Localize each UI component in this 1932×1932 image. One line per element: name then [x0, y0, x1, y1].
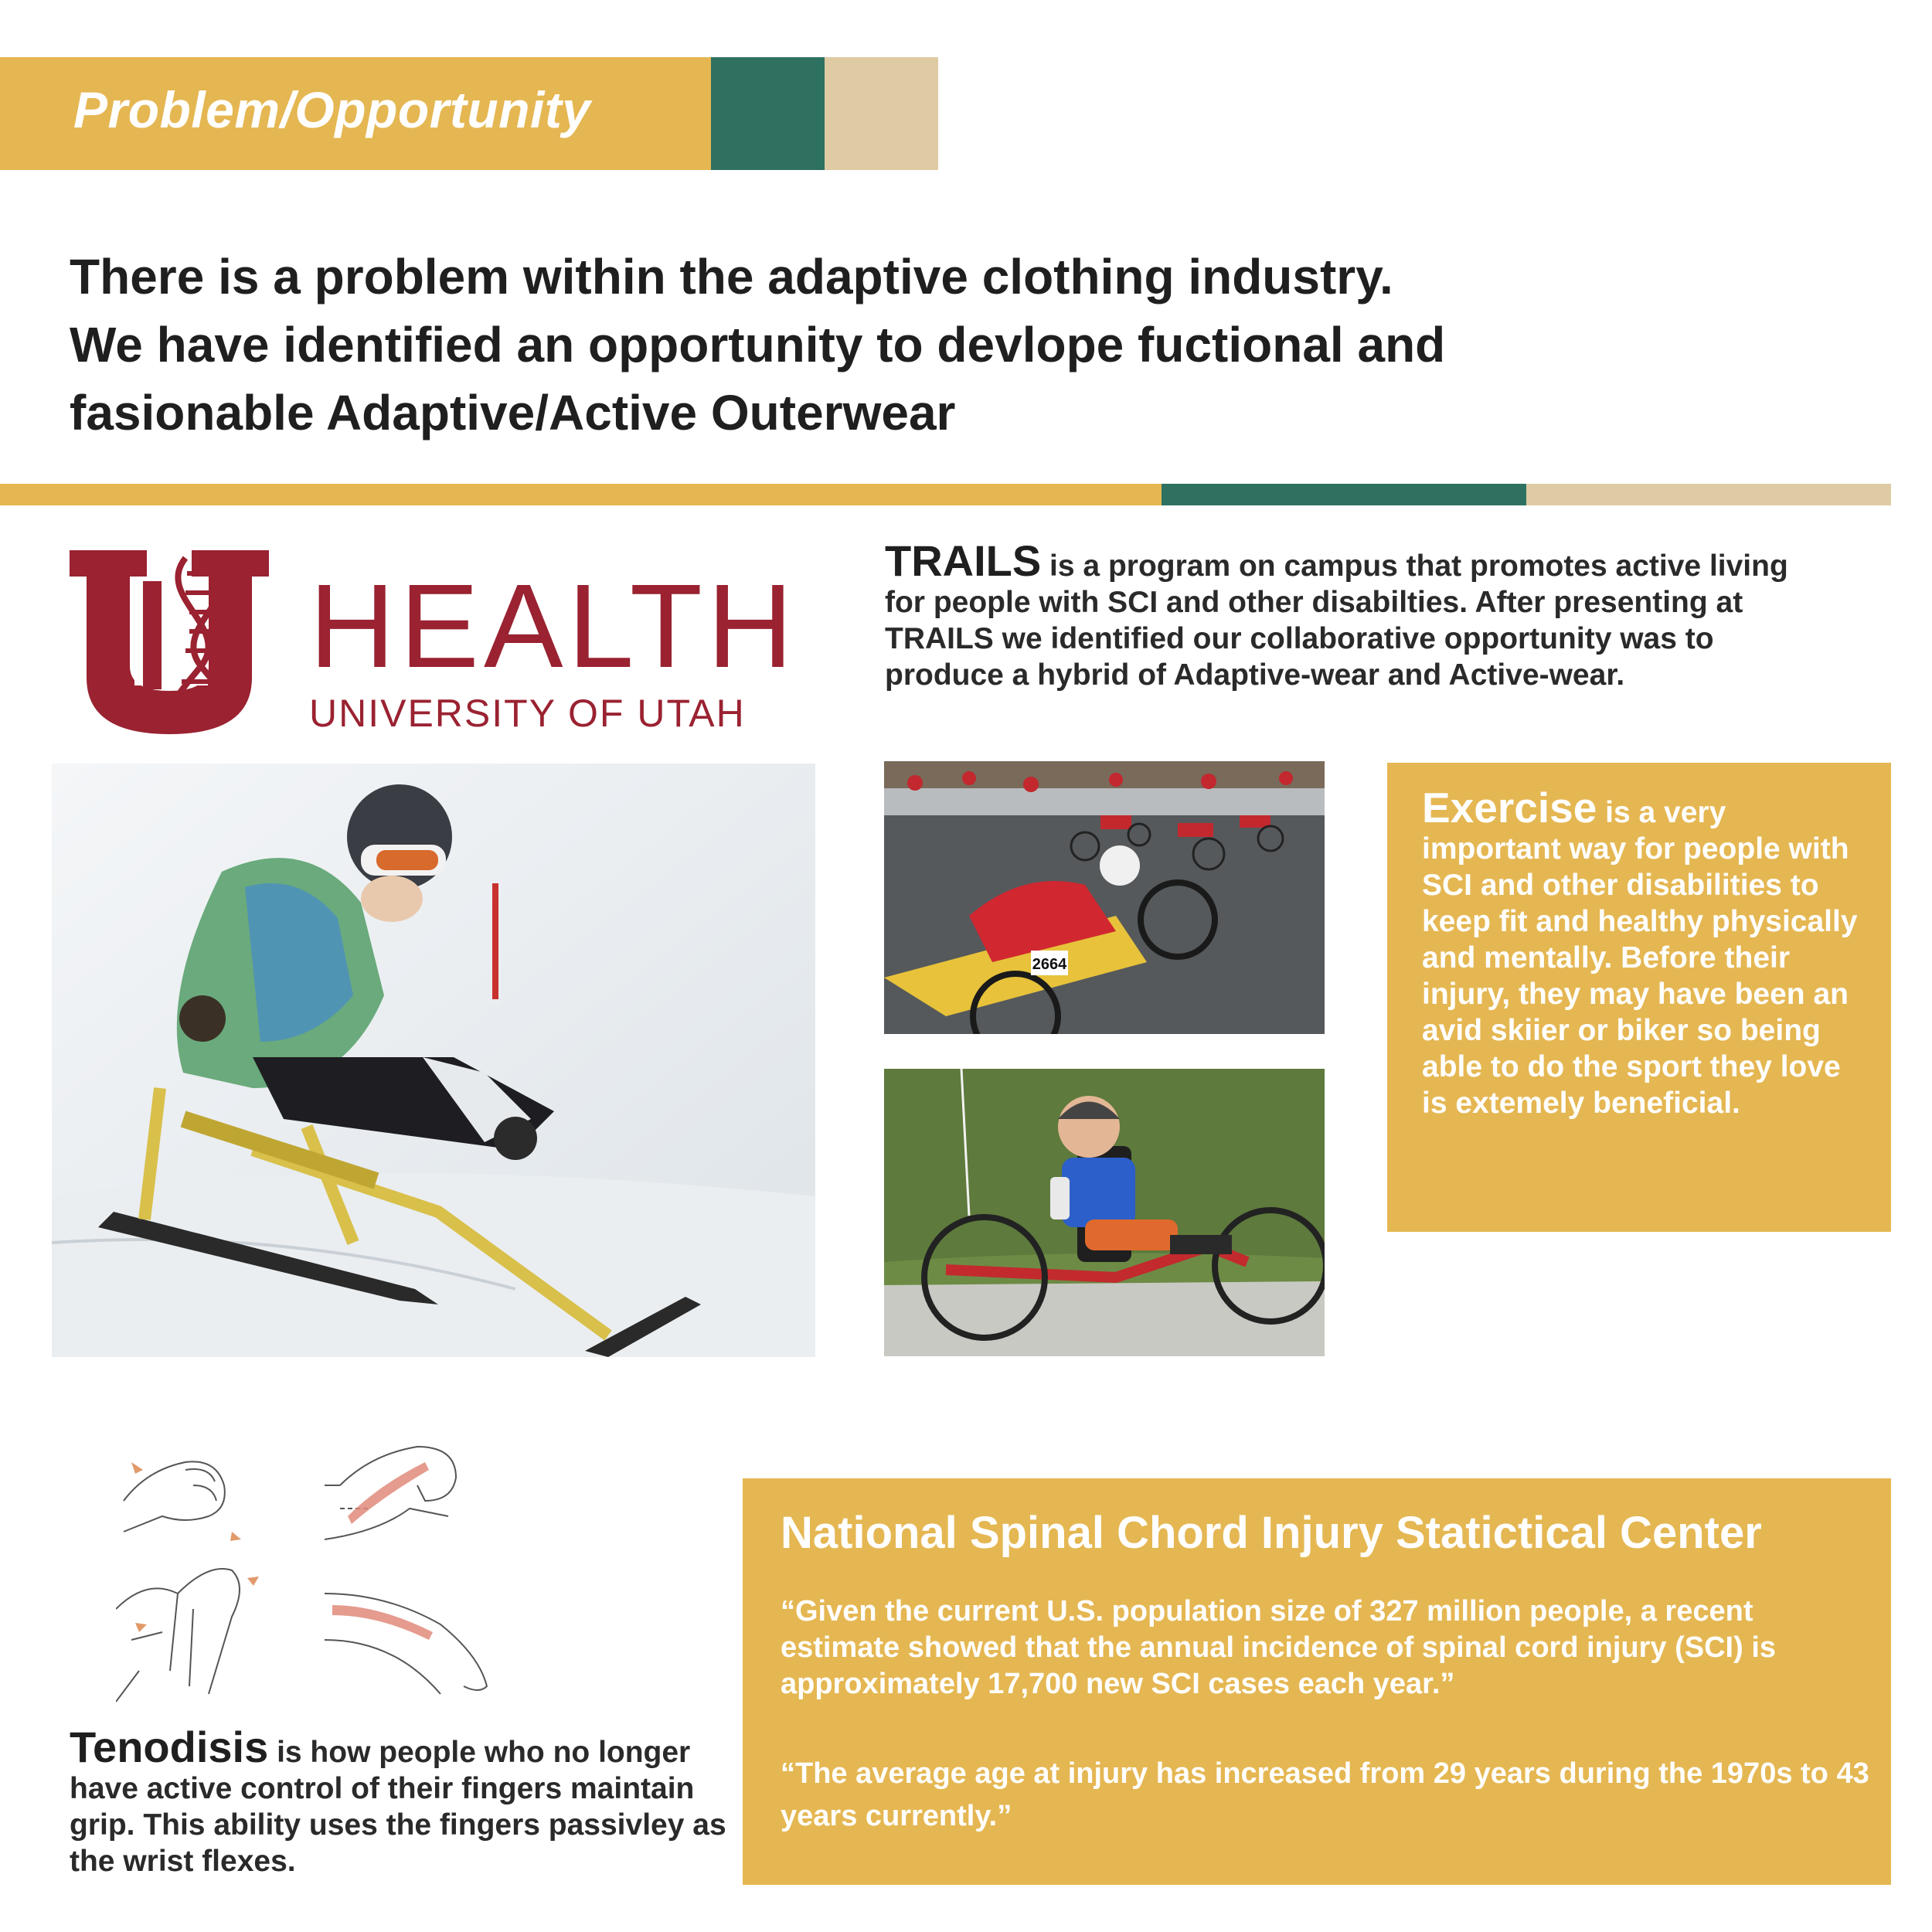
race-bib-number: 2664 — [1032, 956, 1067, 973]
trails-body: is a program on campus that promotes active living for people with SCI and other disabilties. After presenting at TRAILS we identified our collaborative opportunity was to produce a hybrid of Adaptive-wear and Active-wear. — [885, 549, 1788, 692]
exercise-paragraph — [1422, 784, 1870, 1121]
banner-green-block — [711, 57, 825, 170]
tenodesis-hand-diagrams — [116, 1439, 580, 1717]
stats-quote-2: “The average age at injury has increased from 29 years during the 1970s to 43 years currently.” — [781, 1757, 1869, 1832]
divider-gold — [0, 484, 1162, 505]
tenodisis-body: is how people who no longer have active control of their fingers maintain grip. This ability uses the fingers passivley as the wrist flexes. — [70, 1736, 726, 1878]
trails-lead: TRAILS — [885, 536, 1042, 585]
headline-line-2: We have identified an opportunity to devlope fuctional and — [70, 317, 1446, 372]
logo-health-text: HEALTH — [309, 560, 798, 692]
headline-line-3: fasionable Adaptive/Active Outerwear — [70, 385, 956, 440]
tenodisis-paragraph — [70, 1723, 734, 1879]
sit-ski-photo — [52, 764, 815, 1357]
exercise-lead: Exercise — [1422, 784, 1597, 832]
stats-title: National Spinal Chord Injury Statictical Center — [781, 1508, 1762, 1558]
kid-handcycle-photo — [884, 1069, 1325, 1356]
trails-paragraph — [885, 536, 1797, 693]
banner-tan-block — [825, 57, 938, 170]
logo-university-text: UNIVERSITY OF UTAH — [309, 692, 746, 735]
handcycle-race-photo — [884, 761, 1325, 1034]
headline-line-1: There is a problem within the adaptive clothing industry. — [70, 249, 1393, 304]
headline — [70, 243, 1847, 447]
page-title: Problem/Opportunity — [73, 81, 591, 138]
stats-quote-1: “Given the current U.S. population size of 327 million people, a recent estimate showed that the annual incidence of spinal cord injury (SCI) is approximately 17,700 new SCI cases each year.” — [781, 1595, 1777, 1700]
tenodisis-lead: Tenodisis — [70, 1723, 269, 1771]
divider-green — [1162, 484, 1526, 505]
exercise-body: is a very important way for people with SCI and other disabilities to keep fit and healthy physically and mentally. Before their injury, they may have been an avid skiier or biker so being able to do the sport they love is extemely beneficial. — [1422, 796, 1858, 1120]
divider-tan — [1526, 484, 1891, 505]
u-health-logo-mark — [70, 550, 269, 734]
